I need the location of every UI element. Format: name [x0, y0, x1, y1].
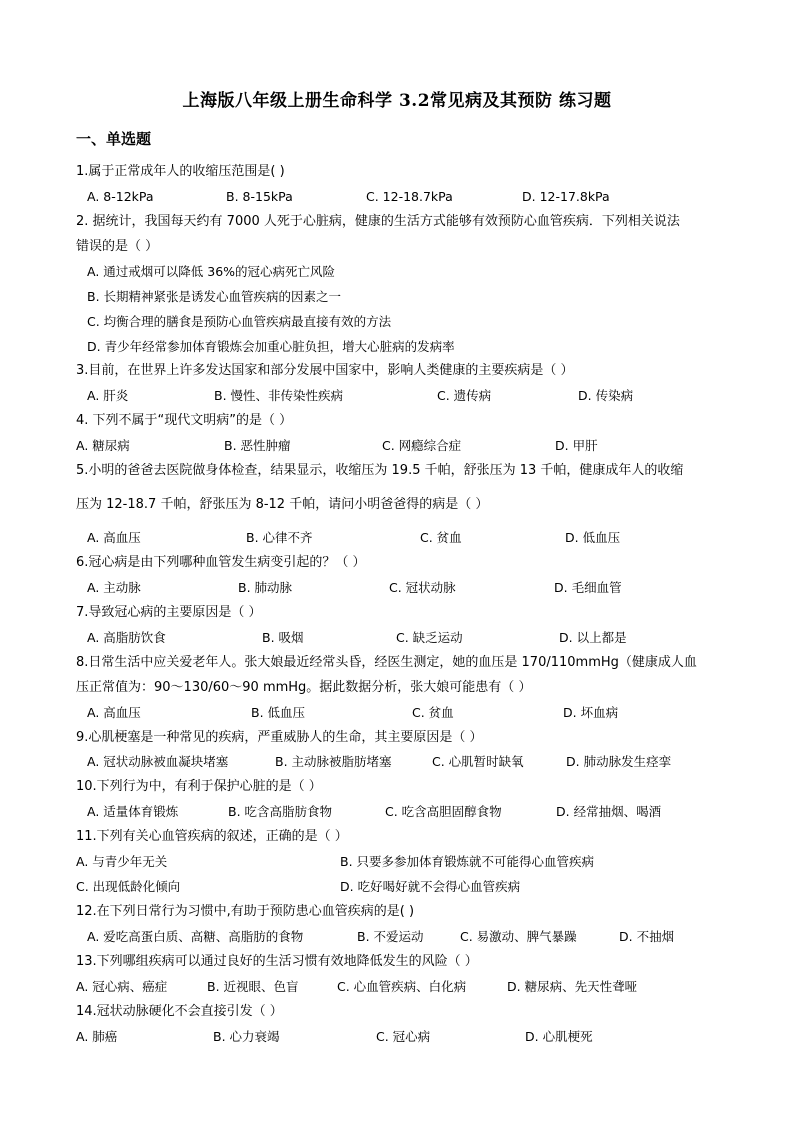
question-stem: 10.下列行为中，有利于保护心脏的是（ ） [76, 779, 322, 794]
option-a: A. 高血压 [87, 530, 141, 545]
option-a: A. 冠状动脉被血凝块堵塞 [87, 754, 229, 769]
option-b: B. 吃含高脂肪食物 [228, 804, 333, 819]
option-c: C. 出现低龄化倾向 [76, 879, 181, 894]
question-stem: 6.冠心病是由下列哪种血管发生病变引起的？（ ） [76, 555, 366, 570]
question-stem: 1.属于正常成年人的收缩压范围是( ) [76, 164, 285, 179]
option-d: D. 坏血病 [563, 705, 619, 720]
option-c: C. 均衡合理的膳食是预防心血管疾病最直接有效的方法 [87, 314, 392, 329]
option-d: D. 经常抽烟、喝酒 [556, 804, 662, 819]
option-b: B. 主动脉被脂肪堵塞 [275, 754, 392, 769]
option-b: B. 低血压 [251, 705, 306, 720]
option-c: C. 遗传病 [437, 388, 492, 403]
option-c: C. 心血管疾病、白化病 [337, 979, 467, 994]
option-b: B. 长期精神紧张是诱发心血管疾病的因素之一 [87, 289, 342, 304]
page-title: 上海版八年级上册生命科学 3.2常见病及其预防 练习题 [182, 91, 612, 111]
option-d: D. 青少年经常参加体育锻炼会加重心脏负担，增大心脏病的发病率 [87, 339, 455, 354]
question-stem: 14.冠状动脉硬化不会直接引发（ ） [76, 1004, 283, 1019]
question-stem-continued: 压为 12-18.7 千帕，舒张压为 8-12 千帕，请问小明爸爸得的病是（ ） [76, 497, 489, 512]
option-d: D. 毛细血管 [554, 580, 622, 595]
option-d: D. 不抽烟 [619, 929, 675, 944]
option-c: C. 贫血 [420, 530, 462, 545]
option-d: D. 肺动脉发生痉挛 [566, 754, 672, 769]
question-stem: 12.在下列日常行为习惯中,有助于预防患心血管疾病的是( ) [76, 904, 415, 919]
option-c: C. 网瘾综合症 [382, 438, 462, 453]
option-a: A. 糖尿病 [76, 438, 130, 453]
option-c: C. 贫血 [412, 705, 454, 720]
option-a: A. 爱吃高蛋白质、高糖、高脂肪的食物 [87, 929, 304, 944]
option-a: A. 主动脉 [87, 580, 141, 595]
option-c: C. 冠状动脉 [389, 580, 456, 595]
question-stem: 13.下列哪组疾病可以通过良好的生活习惯有效地降低发生的风险（ ） [76, 954, 478, 969]
option-d: D. 心肌梗死 [525, 1029, 593, 1044]
question-stem: 5.小明的爸爸去医院做身体检查，结果显示，收缩压为 19.5 千帕，舒张压为 13 千帕，健康成年人的收缩 [76, 463, 684, 478]
question-stem-continued: 错误的是（ ） [76, 239, 159, 254]
option-d: D. 糖尿病、先天性聋哑 [507, 979, 638, 994]
option-b: B. 心力衰竭 [213, 1029, 280, 1044]
option-b: B. 近视眼、色盲 [207, 979, 299, 994]
option-a: A. 肝炎 [87, 388, 129, 403]
question-stem-continued: 压正常值为：90～130/60～90 mmHg。据此数据分析，张大娘可能患有（ ） [76, 680, 532, 695]
option-d: D. 低血压 [565, 530, 621, 545]
option-d: D. 吃好喝好就不会得心血管疾病 [340, 879, 521, 894]
option-d: D. 甲肝 [555, 438, 598, 453]
option-b: B. 只要多参加体育锻炼就不可能得心血管疾病 [340, 854, 595, 869]
question-stem: 4. 下列不属于“现代文明病”的是（ ） [76, 413, 293, 428]
option-a: A. 高脂肪饮食 [87, 630, 166, 645]
question-stem: 3.目前，在世界上许多发达国家和部分发展中国家中，影响人类健康的主要疾病是（ ） [76, 363, 574, 378]
option-a: A. 高血压 [87, 705, 141, 720]
option-d: D. 以上都是 [559, 630, 627, 645]
section-heading: 一、单选题 [76, 130, 152, 148]
option-c: C. 心肌暂时缺氧 [432, 754, 524, 769]
option-c: C. 12-18.7kPa [366, 189, 453, 204]
option-b: B. 恶性肿瘤 [224, 438, 291, 453]
option-c: C. 冠心病 [376, 1029, 431, 1044]
option-d: D. 传染病 [578, 388, 634, 403]
question-stem: 11.下列有关心血管疾病的叙述，正确的是（ ） [76, 829, 348, 844]
question-stem: 8.日常生活中应关爱老年人。张大娘最近经常头昏，经医生测定，她的血压是 170/110mmHg（健康成人血 [76, 655, 697, 670]
option-c: C. 缺乏运动 [396, 630, 463, 645]
option-a: A. 8-12kPa [87, 189, 154, 204]
option-a: A. 肺癌 [76, 1029, 118, 1044]
option-d: D. 12-17.8kPa [522, 189, 610, 204]
option-b: B. 慢性、非传染性疾病 [214, 388, 344, 403]
option-b: B. 肺动脉 [238, 580, 293, 595]
question-stem: 7.导致冠心病的主要原因是（ ） [76, 605, 262, 620]
option-b: B. 不爱运动 [357, 929, 424, 944]
question-stem: 9.心肌梗塞是一种常见的疾病，严重威胁人的生命，其主要原因是（ ） [76, 730, 483, 745]
option-b: B. 8-15kPa [226, 189, 293, 204]
option-a: A. 冠心病、癌症 [76, 979, 168, 994]
option-b: B. 心律不齐 [246, 530, 313, 545]
option-b: B. 吸烟 [262, 630, 304, 645]
option-a: A. 适量体育锻炼 [87, 804, 179, 819]
option-a: A. 通过戒烟可以降低 36%的冠心病死亡风险 [87, 264, 336, 279]
option-c: C. 易激动、脾气暴躁 [460, 929, 577, 944]
option-c: C. 吃含高胆固醇食物 [385, 804, 502, 819]
option-a: A. 与青少年无关 [76, 854, 168, 869]
question-stem: 2. 据统计，我国每天约有 7000 人死于心脏病，健康的生活方式能够有效预防心血管疾病．下列相关说法 [76, 214, 680, 229]
